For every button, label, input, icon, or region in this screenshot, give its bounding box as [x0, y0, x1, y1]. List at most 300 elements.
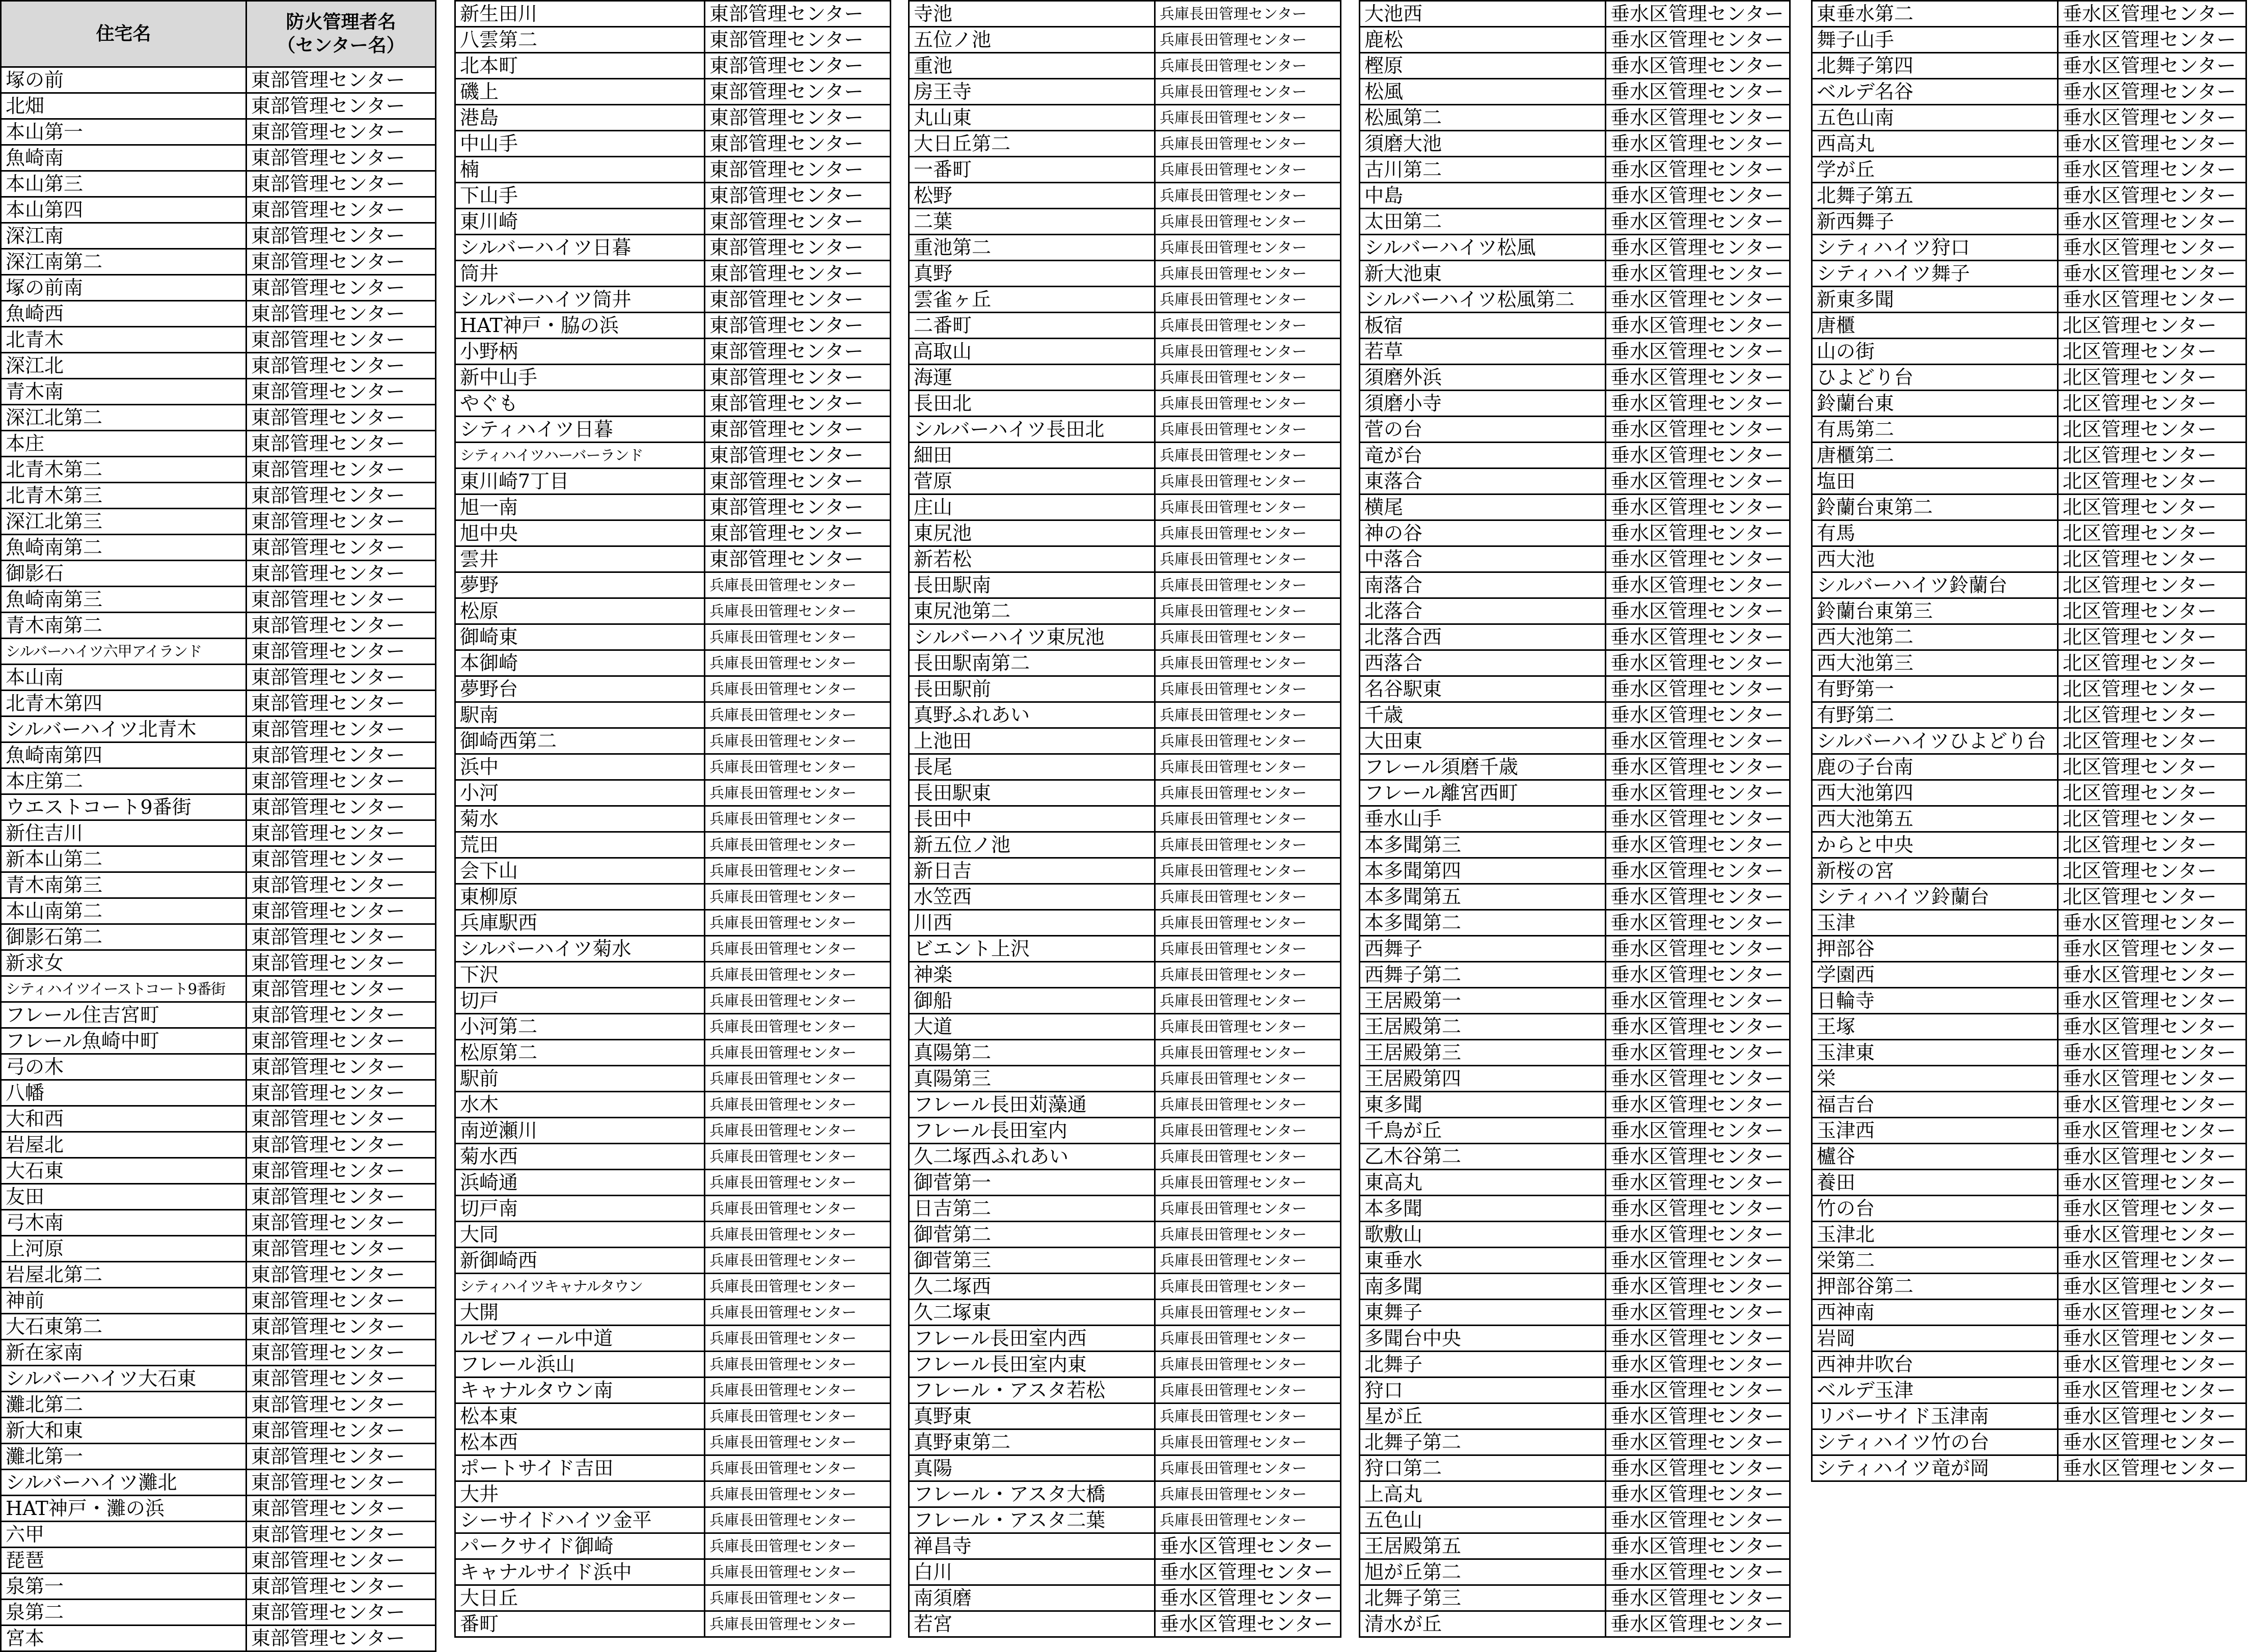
table-row: [1812, 754, 2246, 780]
fire-manager-cell: 垂水区管理センター: [1606, 1300, 1790, 1326]
housing-name-cell: 横尾: [1360, 494, 1606, 520]
fire-manager-cell: 東部管理センター: [246, 1548, 436, 1574]
table-row: [909, 1481, 1341, 1507]
table-row: [1, 1236, 436, 1262]
fire-manager-cell: 北区管理センター: [2058, 650, 2246, 676]
fire-manager-cell: 北区管理センター: [2058, 339, 2246, 365]
housing-name-cell: シティハイツ竜が岡: [1812, 1455, 2058, 1481]
table-row: [455, 1118, 891, 1144]
fire-manager-cell: 兵庫長田管理センター: [1155, 572, 1341, 598]
housing-name-cell: 日吉第二: [909, 1196, 1155, 1222]
housing-name-cell: 御影石第二: [1, 924, 246, 950]
table-row: [1, 249, 436, 275]
housing-name-cell: 東尻池: [909, 520, 1155, 546]
table-row: [909, 624, 1341, 650]
fire-manager-cell: 兵庫長田管理センター: [1155, 1196, 1341, 1222]
fire-manager-cell: 兵庫長田管理センター: [705, 832, 891, 858]
fire-manager-cell: 垂水区管理センター: [1606, 469, 1790, 494]
fire-manager-cell: 兵庫長田管理センター: [705, 1144, 891, 1170]
table-row: [909, 1040, 1341, 1066]
housing-name-cell: 真陽第三: [909, 1066, 1155, 1092]
fire-manager-cell: 垂水区管理センター: [1606, 520, 1790, 546]
table-row: [455, 417, 891, 443]
fire-manager-cell: 東部管理センター: [246, 587, 436, 613]
fire-manager-cell: 東部管理センター: [705, 391, 891, 417]
table-row: [1812, 598, 2246, 624]
housing-name-cell: 青木南第三: [1, 872, 246, 898]
fire-manager-cell: 兵庫長田管理センター: [705, 1196, 891, 1222]
table-row: [455, 157, 891, 183]
housing-name-cell: 大石東: [1, 1158, 246, 1184]
housing-name-cell: 新桜の宮: [1812, 858, 2058, 884]
fire-manager-cell: 垂水区管理センター: [2058, 287, 2246, 313]
housing-name-cell: 学園西: [1812, 962, 2058, 988]
fire-manager-cell: 東部管理センター: [246, 898, 436, 924]
table-row: [909, 1118, 1341, 1144]
housing-name-cell: 八幡: [1, 1080, 246, 1106]
table-row: [1812, 1352, 2246, 1378]
fire-manager-cell: 東部管理センター: [246, 67, 436, 93]
housing-name-cell: 王居殿第五: [1360, 1533, 1606, 1559]
table-row: [1812, 1300, 2246, 1326]
housing-name-cell: 乙木谷第二: [1360, 1144, 1606, 1170]
fire-manager-cell: 兵庫長田管理センター: [1155, 1014, 1341, 1040]
fire-manager-cell: 垂水区管理センター: [1606, 1092, 1790, 1118]
table-row: [455, 1040, 891, 1066]
table-row: [1, 301, 436, 327]
fire-manager-cell: 東部管理センター: [705, 27, 891, 53]
table-row: [1812, 1274, 2246, 1300]
housing-name-cell: 名谷駅東: [1360, 676, 1606, 702]
fire-manager-cell: 兵庫長田管理センター: [705, 1352, 891, 1378]
housing-name-cell: 押部谷第二: [1812, 1274, 2058, 1300]
fire-manager-cell: 東部管理センター: [246, 1418, 436, 1444]
fire-manager-cell: 北区管理センター: [2058, 884, 2246, 910]
table-row: [1812, 702, 2246, 728]
table-row: [909, 1, 1341, 27]
fire-manager-cell: 兵庫長田管理センター: [705, 858, 891, 884]
fire-manager-cell: 東部管理センター: [246, 197, 436, 223]
housing-name-cell: キャナルタウン南: [455, 1378, 705, 1403]
fire-manager-cell: 東部管理センター: [705, 209, 891, 235]
table-row: [909, 546, 1341, 572]
housing-name-cell: 北舞子第三: [1360, 1585, 1606, 1611]
table-row: [455, 728, 891, 754]
housing-name-cell: 歌敷山: [1360, 1222, 1606, 1248]
table-row: [455, 1, 891, 27]
fire-manager-cell: 垂水区管理センター: [1155, 1559, 1341, 1585]
housing-name-cell: 西大池第五: [1812, 806, 2058, 832]
fire-manager-cell: 垂水区管理センター: [2058, 1326, 2246, 1352]
housing-name-cell: 唐櫃: [1812, 313, 2058, 339]
fire-manager-cell: 兵庫長田管理センター: [705, 1611, 891, 1637]
fire-manager-cell: 兵庫長田管理センター: [705, 1040, 891, 1066]
housing-name-cell: 学が丘: [1812, 157, 2058, 183]
fire-manager-cell: 垂水区管理センター: [1606, 79, 1790, 105]
table-row: [1360, 1533, 1790, 1559]
housing-name-cell: シルバーハイツ灘北: [1, 1470, 246, 1496]
fire-manager-cell: 垂水区管理センター: [1606, 1066, 1790, 1092]
fire-manager-cell: 兵庫長田管理センター: [705, 1507, 891, 1533]
housing-name-cell: 南多聞: [1360, 1274, 1606, 1300]
fire-manager-cell: 兵庫長田管理センター: [705, 754, 891, 780]
fire-manager-cell: 東部管理センター: [246, 1626, 436, 1651]
housing-name-cell: 寺池: [909, 1, 1155, 27]
fire-manager-cell: 兵庫長田管理センター: [705, 1066, 891, 1092]
fire-manager-cell: 兵庫長田管理センター: [705, 702, 891, 728]
table-row: [455, 572, 891, 598]
fire-manager-cell: 兵庫長田管理センター: [705, 1481, 891, 1507]
table-row: [1360, 1144, 1790, 1170]
housing-name-cell: 東川崎: [455, 209, 705, 235]
table-row: [1360, 183, 1790, 209]
fire-manager-cell: 垂水区管理センター: [2058, 131, 2246, 157]
housing-name-cell: 北青木第二: [1, 457, 246, 483]
housing-name-cell: 千鳥が丘: [1360, 1118, 1606, 1144]
fire-manager-cell: 垂水区管理センター: [2058, 1248, 2246, 1274]
fire-manager-cell: 垂水区管理センター: [1606, 1040, 1790, 1066]
table-row: [909, 339, 1341, 365]
table-row: [455, 1559, 891, 1585]
housing-name-cell: 竜が台: [1360, 443, 1606, 469]
housing-name-cell: 南落合: [1360, 572, 1606, 598]
fire-manager-cell: 垂水区管理センター: [1606, 884, 1790, 910]
table-row: [909, 780, 1341, 806]
housing-name-cell: ベルデ名谷: [1812, 79, 2058, 105]
fire-manager-cell: 東部管理センター: [246, 171, 436, 197]
table-row: [455, 1611, 891, 1637]
housing-name-cell: 新大池東: [1360, 261, 1606, 287]
housing-name-cell: 松原第二: [455, 1040, 705, 1066]
housing-name-cell: 重池第二: [909, 235, 1155, 261]
housing-name-cell: 新求女: [1, 950, 246, 976]
fire-manager-cell: 兵庫長田管理センター: [705, 728, 891, 754]
housing-name-cell: 北舞子第五: [1812, 183, 2058, 209]
housing-name-cell: フレール長田室内東: [909, 1352, 1155, 1378]
table-row: [909, 806, 1341, 832]
fire-manager-cell: 東部管理センター: [246, 535, 436, 561]
fire-manager-cell: 東部管理センター: [246, 249, 436, 275]
fire-manager-cell: 垂水区管理センター: [2058, 1222, 2246, 1248]
housing-name-cell: 切戸: [455, 988, 705, 1014]
table-row: [455, 183, 891, 209]
housing-name-cell: ビエント上沢: [909, 936, 1155, 962]
table-row: [1360, 832, 1790, 858]
housing-name-cell: 松本東: [455, 1403, 705, 1429]
table-row: [1812, 780, 2246, 806]
table-row: [1360, 494, 1790, 520]
fire-manager-cell: 兵庫長田管理センター: [1155, 1352, 1341, 1378]
table-row: [1, 976, 436, 1002]
header-housing-name: 住宅名: [1, 1, 246, 67]
fire-manager-cell: 東部管理センター: [246, 1288, 436, 1314]
table-row: [1, 379, 436, 405]
fire-manager-cell: 垂水区管理センター: [1606, 1222, 1790, 1248]
fire-manager-cell: 東部管理センター: [246, 1314, 436, 1340]
fire-manager-cell: 東部管理センター: [246, 431, 436, 457]
table-row: [1, 1262, 436, 1288]
table-row: [455, 520, 891, 546]
table-row: [455, 365, 891, 391]
housing-name-cell: シルバーハイツ大石東: [1, 1366, 246, 1392]
table-row: [1, 327, 436, 353]
table-row: [1, 1496, 436, 1522]
fire-manager-cell: 垂水区管理センター: [1606, 728, 1790, 754]
table-row: [1360, 1014, 1790, 1040]
table-row: [1, 717, 436, 742]
housing-table: [454, 0, 891, 1638]
table-row: [455, 1248, 891, 1274]
housing-name-cell: 本山第三: [1, 171, 246, 197]
housing-name-cell: 白川: [909, 1559, 1155, 1585]
table-row: [455, 1222, 891, 1248]
housing-name-cell: 港島: [455, 105, 705, 131]
table-row: [1360, 884, 1790, 910]
table-row: [1, 898, 436, 924]
table-row: [1360, 339, 1790, 365]
table-row: [1, 197, 436, 223]
fire-manager-cell: 垂水区管理センター: [2058, 1092, 2246, 1118]
fire-manager-cell: 垂水区管理センター: [1606, 832, 1790, 858]
housing-name-cell: 北青木第四: [1, 691, 246, 717]
table-row: [455, 1507, 891, 1533]
table-row: [1812, 235, 2246, 261]
fire-manager-cell: 兵庫長田管理センター: [705, 1014, 891, 1040]
fire-manager-cell: 東部管理センター: [246, 379, 436, 405]
housing-name-cell: 櫨谷: [1812, 1144, 2058, 1170]
table-column-2: [454, 0, 891, 1638]
fire-manager-cell: 北区管理センター: [2058, 832, 2246, 858]
table-row: [909, 1274, 1341, 1300]
table-row: [909, 1196, 1341, 1222]
fire-manager-cell: 垂水区管理センター: [1606, 1611, 1790, 1637]
fire-manager-cell: 東部管理センター: [705, 443, 891, 469]
table-row: [455, 1170, 891, 1196]
fire-manager-cell: 東部管理センター: [246, 665, 436, 691]
table-row: [455, 884, 891, 910]
housing-name-cell: 高取山: [909, 339, 1155, 365]
housing-name-cell: 一番町: [909, 157, 1155, 183]
table-row: [455, 131, 891, 157]
fire-manager-cell: 垂水区管理センター: [1606, 1144, 1790, 1170]
housing-name-cell: 菊水西: [455, 1144, 705, 1170]
table-row: [1360, 1300, 1790, 1326]
housing-name-cell: 玉津東: [1812, 1040, 2058, 1066]
table-row: [455, 313, 891, 339]
housing-name-cell: 王居殿第四: [1360, 1066, 1606, 1092]
housing-name-cell: 板宿: [1360, 313, 1606, 339]
fire-manager-cell: 兵庫長田管理センター: [705, 1118, 891, 1144]
table-row: [909, 1066, 1341, 1092]
table-row: [909, 1455, 1341, 1481]
fire-manager-cell: 兵庫長田管理センター: [705, 1222, 891, 1248]
housing-name-cell: 北舞子第二: [1360, 1429, 1606, 1455]
table-row: [1, 1028, 436, 1054]
housing-name-cell: 庄山: [909, 494, 1155, 520]
housing-name-cell: フレール須磨千歳: [1360, 754, 1606, 780]
fire-manager-cell: 兵庫長田管理センター: [1155, 1248, 1341, 1274]
housing-name-cell: 久二塚東: [909, 1300, 1155, 1326]
housing-name-cell: 有野第二: [1812, 702, 2058, 728]
housing-name-cell: 泉第二: [1, 1600, 246, 1626]
housing-name-cell: 兵庫駅西: [455, 910, 705, 936]
table-row: [1, 223, 436, 249]
table-row: [1360, 702, 1790, 728]
table-row: [455, 1144, 891, 1170]
housing-name-cell: 北落合: [1360, 598, 1606, 624]
housing-name-cell: シーサイドハイツ金平: [455, 1507, 705, 1533]
fire-manager-cell: 兵庫長田管理センター: [1155, 1222, 1341, 1248]
table-row: [1, 561, 436, 587]
table-row: [1812, 1118, 2246, 1144]
housing-name-cell: シルバーハイツ北青木: [1, 717, 246, 742]
table-row: [455, 858, 891, 884]
fire-manager-cell: 東部管理センター: [246, 639, 436, 665]
fire-manager-cell: 垂水区管理センター: [2058, 1403, 2246, 1429]
fire-manager-cell: 垂水区管理センター: [1606, 287, 1790, 313]
header-fire-manager: 防火管理者名 （センター名）: [246, 1, 436, 67]
housing-name-cell: 樫原: [1360, 53, 1606, 79]
fire-manager-cell: 兵庫長田管理センター: [1155, 287, 1341, 313]
table-row: [1360, 469, 1790, 494]
table-row: [455, 832, 891, 858]
fire-manager-cell: 垂水区管理センター: [1606, 988, 1790, 1014]
table-row: [1812, 53, 2246, 79]
housing-name-cell: 御菅第三: [909, 1248, 1155, 1274]
fire-manager-cell: 東部管理センター: [246, 301, 436, 327]
housing-name-cell: 五位ノ池: [909, 27, 1155, 53]
housing-name-cell: 松野: [909, 183, 1155, 209]
housing-name-cell: 有馬第二: [1812, 417, 2058, 443]
fire-manager-cell: 垂水区管理センター: [1606, 391, 1790, 417]
fire-manager-cell: 兵庫長田管理センター: [1155, 858, 1341, 884]
housing-name-cell: 王居殿第二: [1360, 1014, 1606, 1040]
table-column-3: [908, 0, 1341, 1638]
table-row: [1360, 1118, 1790, 1144]
table-row: [455, 546, 891, 572]
table-row: [909, 287, 1341, 313]
fire-manager-cell: 東部管理センター: [246, 950, 436, 976]
housing-name-cell: 新西舞子: [1812, 209, 2058, 235]
table-row: [455, 27, 891, 53]
housing-name-cell: 押部谷: [1812, 936, 2058, 962]
table-row: [1812, 27, 2246, 53]
housing-name-cell: 王塚: [1812, 1014, 2058, 1040]
table-column-4: [1359, 0, 1791, 1638]
table-row: [909, 1611, 1341, 1637]
table-row: [1360, 962, 1790, 988]
table-row: [1, 820, 436, 846]
table-row: [1812, 1170, 2246, 1196]
fire-manager-cell: 東部管理センター: [705, 520, 891, 546]
housing-name-cell: 松風第二: [1360, 105, 1606, 131]
table-row: [1812, 157, 2246, 183]
fire-manager-cell: 東部管理センター: [246, 145, 436, 171]
housing-name-cell: シティハイツハーバーランド: [455, 443, 705, 469]
table-row: [909, 1507, 1341, 1533]
fire-manager-cell: 兵庫長田管理センター: [1155, 53, 1341, 79]
housing-name-cell: 唐櫃第二: [1812, 443, 2058, 469]
table-row: [1812, 936, 2246, 962]
housing-name-cell: 新五位ノ池: [909, 832, 1155, 858]
table-row: [1, 950, 436, 976]
table-row: [455, 1352, 891, 1378]
housing-name-cell: 玉津西: [1812, 1118, 2058, 1144]
table-row: [455, 936, 891, 962]
housing-name-cell: HAT神戸・灘の浜: [1, 1496, 246, 1522]
fire-manager-cell: 東部管理センター: [246, 1210, 436, 1236]
housing-name-cell: 真野ふれあい: [909, 702, 1155, 728]
table-row: [1812, 676, 2246, 702]
housing-name-cell: 北青木第三: [1, 483, 246, 509]
fire-manager-cell: 東部管理センター: [705, 313, 891, 339]
table-row: [1, 1470, 436, 1496]
fire-manager-cell: 垂水区管理センター: [1606, 1274, 1790, 1300]
housing-name-cell: 灘北第一: [1, 1444, 246, 1470]
fire-manager-cell: 北区管理センター: [2058, 598, 2246, 624]
housing-name-cell: 東川崎7丁目: [455, 469, 705, 494]
fire-manager-cell: 垂水区管理センター: [2058, 1455, 2246, 1481]
housing-name-cell: シティハイツ鈴蘭台: [1812, 884, 2058, 910]
housing-name-cell: 西高丸: [1812, 131, 2058, 157]
fire-manager-cell: 垂水区管理センター: [1155, 1611, 1341, 1637]
table-row: [1812, 962, 2246, 988]
table-row: [1, 1054, 436, 1080]
fire-manager-cell: 東部管理センター: [246, 483, 436, 509]
housing-name-cell: 新日吉: [909, 858, 1155, 884]
housing-name-cell: 上池田: [909, 728, 1155, 754]
table-row: [909, 1222, 1341, 1248]
fire-manager-cell: 垂水区管理センター: [2058, 1378, 2246, 1403]
fire-manager-cell: 東部管理センター: [246, 1158, 436, 1184]
table-row: [1812, 261, 2246, 287]
housing-name-cell: 本山南第二: [1, 898, 246, 924]
fire-manager-cell: 東部管理センター: [246, 717, 436, 742]
fire-manager-cell: 北区管理センター: [2058, 546, 2246, 572]
table-row: [455, 1585, 891, 1611]
table-row: [1812, 858, 2246, 884]
table-row: [455, 79, 891, 105]
table-row: [1, 93, 436, 119]
fire-manager-cell: 垂水区管理センター: [2058, 53, 2246, 79]
fire-manager-cell: 兵庫長田管理センター: [1155, 157, 1341, 183]
table-row: [909, 131, 1341, 157]
housing-name-cell: 東落合: [1360, 469, 1606, 494]
fire-manager-cell: 北区管理センター: [2058, 313, 2246, 339]
fire-manager-cell: 北区管理センター: [2058, 520, 2246, 546]
housing-name-cell: 東垂水第二: [1812, 1, 2058, 27]
table-row: [1812, 572, 2246, 598]
housing-name-cell: フレール魚崎中町: [1, 1028, 246, 1054]
housing-name-cell: やぐも: [455, 391, 705, 417]
fire-manager-cell: 兵庫長田管理センター: [1155, 1300, 1341, 1326]
fire-manager-cell: 兵庫長田管理センター: [1155, 313, 1341, 339]
fire-manager-cell: 兵庫長田管理センター: [1155, 884, 1341, 910]
table-row: [909, 1248, 1341, 1274]
fire-manager-cell: 東部管理センター: [246, 794, 436, 820]
fire-manager-cell: 垂水区管理センター: [1606, 936, 1790, 962]
housing-name-cell: 太田第二: [1360, 209, 1606, 235]
fire-manager-cell: 兵庫長田管理センター: [1155, 1429, 1341, 1455]
housing-name-cell: 王居殿第三: [1360, 1040, 1606, 1066]
table-row: [1360, 261, 1790, 287]
housing-name-cell: 本多聞第五: [1360, 884, 1606, 910]
table-row: [1, 1288, 436, 1314]
table-row: [1360, 443, 1790, 469]
fire-manager-cell: 垂水区管理センター: [2058, 1300, 2246, 1326]
fire-manager-cell: 兵庫長田管理センター: [705, 676, 891, 702]
table-row: [1812, 1014, 2246, 1040]
